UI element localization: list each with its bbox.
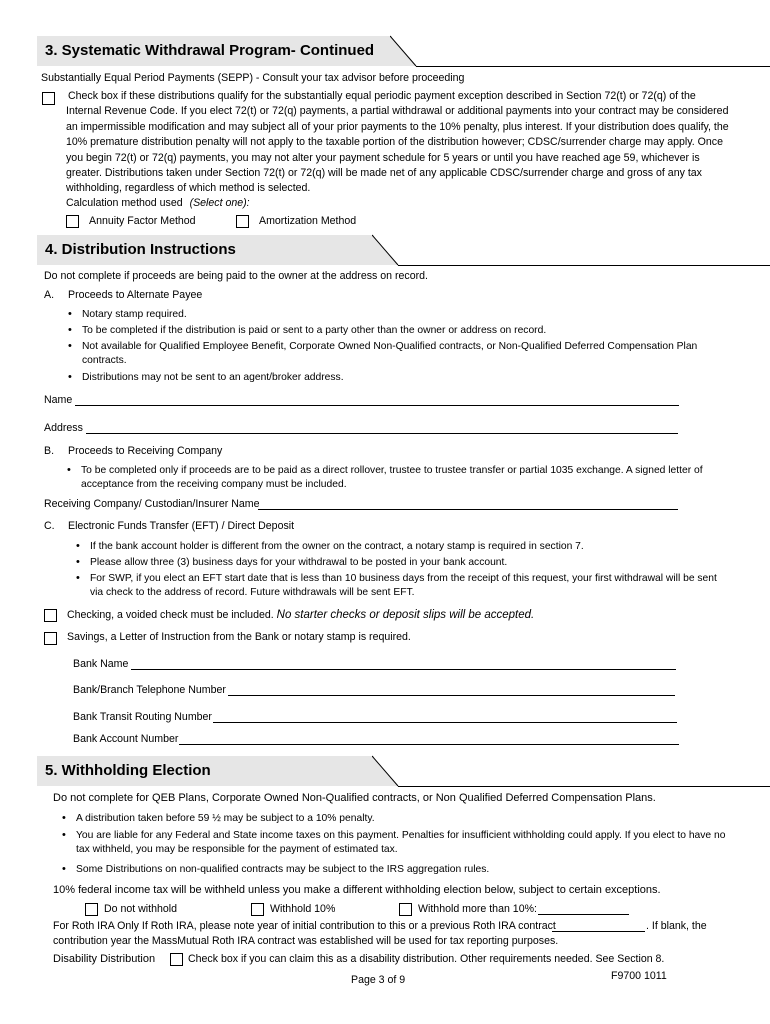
section4-intro: Do not complete if proceeds are being paid to the owner at the address on record.: [44, 270, 428, 282]
section3-header: [37, 36, 392, 66]
sepp-text: Check box if these distributions qualify for the substantially equal periodic payment exception described in Section 72(t) or 72(q) of the Internal Revenue Code. If you elect 72(t) or 72(q) payments, a partial withdrawal or additional payments into your contract may be considered an impermissible modification and may subject all of your prior payments to the 10% penalty, plus interest. If your distribution does qualify, the 10% premature distribution penalty will not apply to the taxable portion of the distribution however; CDSC/surrender charge may apply. Once you begin 72(t) or 72(q) payments, you may not alter your payment schedule for 5 years or until you have reached age 59, whichever is greater. Distributions taken under Section 72(t) or 72(q) will be made net of any applicable CDSC/surrender charge and gross of any tax withholding, regardless of which method is selected.: [66, 90, 729, 195]
b-label: Proceeds to Receiving Company: [68, 445, 223, 457]
section5-intro: Do not complete for QEB Plans, Corporate Owned Non-Qualified contracts, or Non Qualified Deferred Compensation Plans.: [53, 792, 656, 804]
calc-method-select: (Select one):: [189, 197, 250, 209]
c-letter: C.: [44, 520, 55, 532]
c-label: Electronic Funds Transfer (EFT) / Direct Deposit: [68, 520, 295, 532]
disability-label: Disability Distribution: [53, 953, 156, 965]
section4-header: [37, 235, 374, 265]
roth-year-field[interactable]: [552, 931, 645, 932]
bank-phone-label: Bank/Branch Telephone Number: [73, 684, 226, 696]
roth-tail: . If blank, the: [646, 920, 707, 932]
a-bullet: • Not available for Qualified Employee Benefit, Corporate Owned Non-Qualified contracts, or Non-Qualified Deferred Compensation Plan contracts.: [82, 340, 712, 367]
address-field[interactable]: [86, 433, 678, 434]
a-bullet: • Distributions may not be sent to an agent/broker address.: [82, 371, 712, 385]
section4-header-tab: [372, 233, 770, 267]
section3-title: 3. Systematic Withdrawal Program- Continued: [45, 42, 375, 59]
name-label: Name: [44, 394, 73, 406]
savings-label: Savings, a Letter of Instruction from the Bank or notary stamp is required.: [67, 631, 411, 643]
checking-row: [67, 608, 534, 622]
c-bullet: • If the bank account holder is different from the owner on the contract, a notary stamp is required in section 7.: [90, 540, 730, 554]
withholding-bullet: • You are liable for any Federal and State income taxes on this payment. Penalties for insufficient withholding could apply. If you elect to have no tax withheld, you may be responsible for the payment of estimated tax.: [76, 829, 726, 856]
b-bullet: • To be completed only if proceeds are to be paid as a direct rollover, trustee to trustee transfer or partial 1035 exchange. A signed letter of acceptance from the receiving company must be included.: [81, 464, 726, 491]
amortization-checkbox[interactable]: [236, 215, 249, 228]
checking-label: Checking, a voided check must be included.: [67, 609, 274, 621]
bank-routing-field[interactable]: [213, 722, 677, 723]
withhold-more-checkbox[interactable]: [399, 903, 412, 916]
section5-header: [37, 756, 374, 786]
bank-routing-label: Bank Transit Routing Number: [73, 711, 212, 723]
bank-name-field[interactable]: [131, 669, 676, 670]
c-bullet: • For SWP, if you elect an EFT start date that is less than 10 business days from the receipt of this request, your first withdrawal will be sent via check to the address of record. Future withdrawals will be sent EFT.: [90, 572, 730, 599]
a-bullet: • To be completed if the distribution is paid or sent to a party other than the owner or address on record.: [82, 324, 712, 338]
withholding-bullet: • Some Distributions on non-qualified contracts may be subject to the IRS aggregation rules.: [76, 863, 726, 877]
section5-header-tab: [372, 754, 770, 788]
address-label: Address: [44, 422, 83, 434]
name-field[interactable]: [75, 405, 679, 406]
sepp-heading: Substantially Equal Period Payments (SEPP) - Consult your tax advisor before proceeding: [41, 72, 465, 84]
do-not-withhold-label: Do not withhold: [104, 903, 178, 915]
annuity-factor-checkbox[interactable]: [66, 215, 79, 228]
disability-checkbox[interactable]: [170, 953, 183, 966]
bank-account-field[interactable]: [179, 744, 679, 745]
disability-text: Check box if you can claim this as a disability distribution. Other requirements needed. See Section 8.: [188, 953, 665, 965]
section3-header-tab: [390, 34, 770, 68]
withhold-10-checkbox[interactable]: [251, 903, 264, 916]
sepp-checkbox[interactable]: [42, 92, 55, 105]
checking-checkbox[interactable]: [44, 609, 57, 622]
withhold-more-label: Withhold more than 10%:: [418, 903, 537, 915]
calc-method: [66, 197, 250, 210]
calc-method-label: Calculation method used: [66, 197, 183, 209]
checking-note: No starter checks or deposit slips will be accepted.: [276, 609, 535, 621]
withhold-more-field[interactable]: [538, 914, 629, 915]
bank-name-label: Bank Name: [73, 658, 129, 670]
section4-title: 4. Distribution Instructions: [45, 241, 236, 258]
federal-text: 10% federal income tax will be withheld unless you make a different withholding election below, subject to certain exceptions.: [53, 884, 661, 896]
receiving-label: Receiving Company/ Custodian/Insurer Name: [44, 498, 260, 510]
a-letter: A.: [44, 289, 55, 301]
page-number: Page 3 of 9: [351, 974, 406, 986]
form-number: F9700 1011: [611, 970, 667, 982]
receiving-field[interactable]: [258, 509, 678, 510]
roth-text-2: contribution year the MassMutual Roth IRA contract was established will be used for tax reporting purposes.: [53, 935, 559, 947]
c-bullet: • Please allow three (3) business days for your withdrawal to be posted in your bank account.: [90, 556, 730, 570]
roth-text: For Roth IRA Only If Roth IRA, please note year of initial contribution to this or a previous Roth IRA contract: [53, 920, 556, 932]
b-letter: B.: [44, 445, 55, 457]
bank-account-label: Bank Account Number: [73, 733, 179, 745]
withholding-bullet: • A distribution taken before 59 ½ may be subject to a 10% penalty.: [76, 812, 726, 826]
a-label: Proceeds to Alternate Payee: [68, 289, 203, 301]
a-bullet: • Notary stamp required.: [82, 308, 712, 322]
bank-phone-field[interactable]: [228, 695, 675, 696]
section5-title: 5. Withholding Election: [45, 762, 211, 779]
amortization-label: Amortization Method: [259, 215, 357, 227]
savings-checkbox[interactable]: [44, 632, 57, 645]
withhold-10-label: Withhold 10%: [270, 903, 336, 915]
annuity-factor-label: Annuity Factor Method: [89, 215, 196, 227]
do-not-withhold-checkbox[interactable]: [85, 903, 98, 916]
